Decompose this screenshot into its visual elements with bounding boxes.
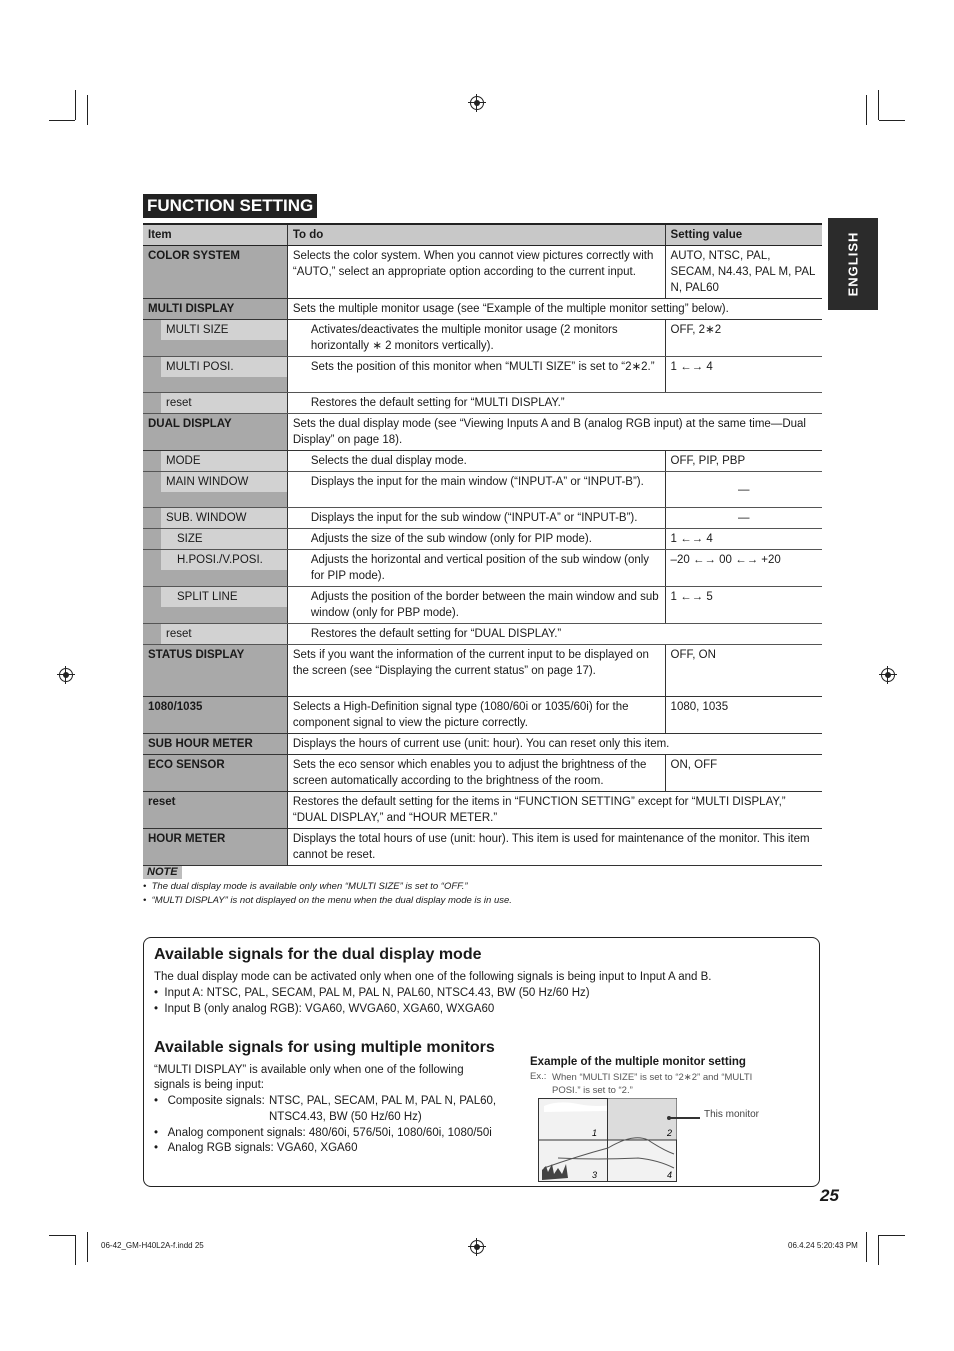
table-row — [143, 697, 822, 734]
example-text: POSI.” is set to “2.” — [552, 1085, 633, 1096]
cell-label: 4 — [667, 1170, 673, 1180]
row-item: SPLIT LINE — [161, 587, 287, 607]
row-value: OFF, ON — [665, 645, 822, 697]
table-row — [143, 550, 822, 587]
multi-signals-intro: signals is being input: — [154, 1079, 264, 1091]
table-row — [143, 472, 822, 508]
registration-mark-icon — [470, 1240, 484, 1254]
this-monitor-callout: This monitor — [704, 1109, 760, 1120]
footer-timestamp: 06.4.24 5:20:43 PM — [788, 1241, 858, 1250]
example-ex-label: Ex.: — [530, 1071, 547, 1082]
bullet-text: Analog component signals: 480/60i, 576/50i, 1080/60i, 1080/50i — [167, 1127, 492, 1139]
row-value: 1 ←→ 5 — [665, 587, 822, 624]
multi-signals-bullet: • Analog RGB signals: VGA60, XGA60 — [154, 1142, 358, 1154]
row-item: MULTI SIZE — [161, 320, 287, 340]
row-item: MAIN WINDOW — [161, 472, 287, 492]
header-todo: To do — [287, 224, 665, 246]
table-row — [143, 587, 822, 624]
row-desc: Restores the default setting for the items in “FUNCTION SETTING” except for “MULTI DISPLAY,” “DUAL DISPLAY,” and “HOUR METER.” — [287, 792, 822, 829]
table-row — [143, 529, 822, 550]
row-item: reset — [161, 393, 287, 413]
table-row — [143, 299, 822, 320]
cell-label: 2 — [667, 1128, 673, 1138]
note-text: The dual display mode is available only when “MULTI SIZE” is set to “OFF.” — [151, 881, 468, 892]
row-item: MULTI DISPLAY — [143, 299, 287, 320]
note-label: NOTE — [143, 866, 182, 879]
row-item: reset — [143, 792, 287, 829]
bullet-text: Analog RGB signals: VGA60, XGA60 — [167, 1142, 358, 1154]
table-header-row — [143, 224, 822, 246]
row-item: HOUR METER — [143, 829, 287, 866]
dual-signals-bullet: • Input B (only analog RGB): VGA60, WVGA60, XGA60, WXGA60 — [154, 1003, 495, 1015]
row-value: AUTO, NTSC, PAL, SECAM, N4.43, PAL M, PAL N, PAL60 — [665, 246, 822, 299]
row-desc: Displays the total hours of use (unit: hour). This item is used for maintenance of the monitor. This item cannot be reset. — [287, 829, 822, 866]
row-item: H.POSI./V.POSI. — [161, 550, 287, 570]
row-value: — — [665, 472, 822, 508]
section-title: FUNCTION SETTING — [143, 194, 317, 218]
registration-mark-icon — [881, 668, 895, 682]
row-value: OFF, 2∗2 — [665, 320, 822, 357]
multi-signals-bullet: • Composite signals: — [154, 1095, 265, 1107]
row-item: reset — [161, 624, 287, 644]
bullet-text: Input A: NTSC, PAL, SECAM, PAL M, PAL N, PAL60, NTSC4.43, BW (50 Hz/60 Hz) — [164, 987, 590, 999]
row-desc: Adjusts the horizontal and vertical position of the sub window (only for PIP mode). — [287, 550, 665, 587]
row-item: MULTI POSI. — [161, 357, 287, 377]
registration-mark-icon — [470, 96, 484, 110]
row-value: OFF, PIP, PBP — [665, 451, 822, 472]
example-title: Example of the multiple monitor setting — [530, 1056, 746, 1068]
table-row — [143, 829, 822, 866]
row-value: ON, OFF — [665, 755, 822, 792]
cell-label: 1 — [592, 1128, 598, 1138]
bullet-text: Input B (only analog RGB): VGA60, WVGA60, XGA60, WXGA60 — [164, 1003, 495, 1015]
footer-file: 06-42_GM-H40L2A-f.indd 25 — [101, 1241, 204, 1250]
dual-signals-intro: The dual display mode can be activated only when one of the following signals is being input to Input A and B. — [154, 971, 712, 983]
row-desc: Selects the color system. When you cannot view pictures correctly with “AUTO,” select an appropriate option according to the current input. — [287, 246, 665, 299]
bullet-label: Composite signals: — [167, 1095, 265, 1107]
row-desc: Displays the input for the sub window (“INPUT-A” or “INPUT-B”). — [287, 508, 665, 529]
row-item: STATUS DISPLAY — [143, 645, 287, 697]
row-value: –20 ←→ 00 ←→ +20 — [665, 550, 822, 587]
row-item: 1080/1035 — [143, 697, 287, 734]
language-tab-label: ENGLISH — [845, 231, 861, 297]
cell-label: 3 — [592, 1170, 598, 1180]
row-desc: Sets the multiple monitor usage (see “Example of the multiple monitor setting” below). — [287, 299, 822, 320]
page-number: 25 — [820, 1186, 839, 1205]
row-item: COLOR SYSTEM — [143, 246, 287, 299]
table-row — [143, 734, 822, 755]
row-desc: Adjusts the position of the border between the main window and sub window (only for PBP mode). — [287, 587, 665, 624]
dual-signals-heading: Available signals for the dual display mode — [154, 946, 482, 963]
table-row — [143, 451, 822, 472]
table-row — [143, 645, 822, 697]
row-value: — — [665, 508, 822, 529]
multi-signals-intro: “MULTI DISPLAY” is available only when one of the following — [154, 1064, 464, 1076]
example-text: When “MULTI SIZE” is set to “2∗2” and “MULTI — [552, 1072, 753, 1083]
note-text: “MULTI DISPLAY” is not displayed on the menu when the dual display mode is in use. — [151, 895, 512, 906]
row-desc: Displays the input for the main window (“INPUT-A” or “INPUT-B”). — [287, 472, 665, 508]
row-value: 1080, 1035 — [665, 697, 822, 734]
multi-signals-bullet: • Analog component signals: 480/60i, 576/50i, 1080/60i, 1080/50i — [154, 1127, 492, 1139]
table-row — [143, 624, 822, 645]
note-item: • “MULTI DISPLAY” is not displayed on the menu when the dual display mode is in use. — [143, 895, 512, 906]
bullet-text: NTSC, PAL, SECAM, PAL M, PAL N, PAL60, — [269, 1095, 497, 1107]
table-row — [143, 508, 822, 529]
header-item: Item — [143, 224, 287, 246]
row-item: SUB. WINDOW — [161, 508, 287, 528]
table-row — [143, 357, 822, 393]
row-item: SIZE — [161, 529, 287, 549]
table-row — [143, 320, 822, 357]
row-value: 1 ←→ 4 — [665, 529, 822, 550]
callout-dot — [667, 1116, 671, 1120]
row-desc: Restores the default setting for “DUAL DISPLAY.” — [287, 624, 822, 645]
table-row — [143, 393, 822, 414]
function-setting-table — [143, 223, 822, 866]
table-row — [143, 792, 822, 829]
row-desc: Restores the default setting for “MULTI DISPLAY.” — [287, 393, 822, 414]
row-desc: Displays the hours of current use (unit: hour). You can reset only this item. — [287, 734, 822, 755]
row-item: ECO SENSOR — [143, 755, 287, 792]
row-desc: Sets the position of this monitor when “MULTI SIZE” is set to “2∗2.” — [287, 357, 665, 393]
bullet-text: NTSC4.43, BW (50 Hz/60 Hz) — [269, 1111, 422, 1123]
table-row — [143, 755, 822, 792]
table-row — [143, 246, 822, 299]
registration-mark-icon — [59, 668, 73, 682]
row-item: MODE — [161, 451, 287, 471]
row-desc: Selects a High-Definition signal type (1080/60i or 1035/60i) for the component signal to view the picture correctly. — [287, 697, 665, 734]
multi-signals-heading: Available signals for using multiple monitors — [154, 1039, 495, 1056]
dual-signals-bullet: • Input A: NTSC, PAL, SECAM, PAL M, PAL N, PAL60, NTSC4.43, BW (50 Hz/60 Hz) — [154, 987, 590, 999]
row-item: SUB HOUR METER — [143, 734, 287, 755]
header-setting-value: Setting value — [665, 224, 822, 246]
row-desc: Selects the dual display mode. — [287, 451, 665, 472]
language-tab — [828, 218, 878, 310]
row-desc: Sets the eco sensor which enables you to adjust the brightness of the screen automatically according to the brightness of the room. — [287, 755, 665, 792]
row-desc: Activates/deactivates the multiple monitor usage (2 monitors horizontally ∗ 2 monitors vertically). — [287, 320, 665, 357]
row-desc: Sets if you want the information of the current input to be displayed on the screen (see “Displaying the current status” on page 17). — [287, 645, 665, 697]
example-description — [552, 1071, 752, 1097]
row-value: 1 ←→ 4 — [665, 357, 822, 393]
table-row — [143, 414, 822, 451]
row-desc: Sets the dual display mode (see “Viewing Inputs A and B (analog RGB input) at the same time—Dual Display” on page 18). — [287, 414, 822, 451]
row-desc: Adjusts the size of the sub window (only for PIP mode). — [287, 529, 665, 550]
row-item: DUAL DISPLAY — [143, 414, 287, 451]
note-item: • The dual display mode is available only when “MULTI SIZE” is set to “OFF.” — [143, 881, 468, 892]
